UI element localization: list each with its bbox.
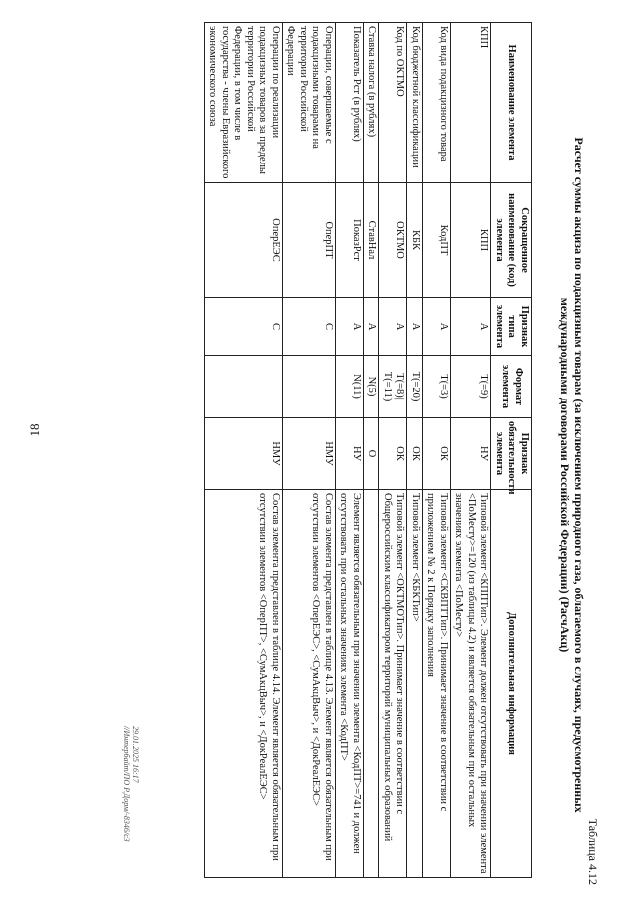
table-row — [379, 23, 407, 878]
cell-info: Типовой элемент <СКВПТТип>. Принимает значение в соответствии с приложением № 2 к Порядку заполнения — [423, 490, 451, 878]
cell-required: НМУ — [283, 418, 336, 490]
column-header: Дополнительная информация — [491, 490, 532, 878]
cell-format — [283, 356, 336, 418]
cell-info: Элемент является обязательным при значении элемента <КодПТ>=741 и должен отсутствовать при остальных значениях элемента <КодПТ> — [336, 490, 364, 878]
cell-info: Типовой элемент <КППТип>. Элемент должен отсутствовать при значении элемента <ПоМесту>=120 (из таблицы 4.2) и является обязательным при остальных значениях элемента <ПоМесту> — [451, 490, 492, 878]
rotated-page — [80, 0, 600, 905]
cell-name: Код вида подакцизного товара — [423, 23, 451, 183]
column-header: Признак типа элемента — [491, 298, 532, 356]
cell-info — [364, 490, 380, 878]
table-row — [407, 23, 423, 878]
stamp-line: 29.01.2025 16:17 — [131, 726, 140, 783]
cell-name: Показатель Рст (в рублях) — [336, 23, 364, 183]
cell-required: ОК — [423, 418, 451, 490]
cell-format: Т(=9) — [451, 356, 492, 418]
cell-format — [205, 356, 283, 418]
cell-info: Типовой элемент <ОКТМОТип>. Принимает значение в соответствии с Общероссийским классификатором территорий муниципальных образований — [379, 490, 407, 878]
table-title: Расчет суммы акциза по подакцизным товарам (за исключением природного газа, облагаемого в случаях, предусмотренных международными договорами Российской Федерации) (РасчАкц) — [558, 137, 586, 813]
table-row — [205, 23, 283, 878]
cell-type: С — [205, 298, 283, 356]
column-header: Формат элемента — [491, 356, 532, 418]
cell-info: Типовой элемент <КБКТип> — [407, 490, 423, 878]
cell-type: А — [364, 298, 380, 356]
cell-required: ОК — [407, 418, 423, 490]
cell-type: А — [423, 298, 451, 356]
cell-code: СтавНал — [364, 183, 380, 298]
cell-name: Код по ОКТМО — [379, 23, 407, 183]
cell-format: N(5) — [364, 356, 380, 418]
cell-type: А — [451, 298, 492, 356]
cell-info: Состав элемента представлен в таблице 4.14. Элемент является обязательным при отсутствии элементов <ОперПТ>, <СумАкцВыч>, и <ДокРеалЕЭС> — [205, 490, 283, 878]
table-label: Таблица 4.12 — [586, 818, 600, 885]
column-header: Наименование элемента — [491, 23, 532, 183]
cell-name: Код бюджетной классификации — [407, 23, 423, 183]
cell-name: Ставка налога (в рублях) — [364, 23, 380, 183]
table-row — [364, 23, 380, 878]
cell-type: С — [283, 298, 336, 356]
cell-required: НМУ — [205, 418, 283, 490]
cell-required: ОК — [379, 418, 407, 490]
cell-info: Состав элемента представлен в таблице 4.13. Элемент является обязательным при отсутствии элементов <ОперЕЭС>, <СумАкцВыч>, и <ДокРеалЕЭС> — [283, 490, 336, 878]
cell-required: О — [364, 418, 380, 490]
column-header: Признак обязательности элемента — [491, 418, 532, 490]
print-stamp — [122, 726, 140, 842]
cell-code: КПП — [451, 183, 492, 298]
cell-type: А — [407, 298, 423, 356]
cell-format: Т(=3) — [423, 356, 451, 418]
cell-code: КодПТ — [423, 183, 451, 298]
cell-name: Операции, совершаемые с подакцизными товарами на территории Российской Федерации — [283, 23, 336, 183]
cell-code: ОперПТ — [283, 183, 336, 298]
cell-code: ОперЕЭС — [205, 183, 283, 298]
table-row — [451, 23, 492, 878]
page-number: 18 — [27, 423, 42, 437]
cell-required: НУ — [336, 418, 364, 490]
cell-name: КПП — [451, 23, 492, 183]
cell-code: ОКТМО — [379, 183, 407, 298]
cell-format: Т(=20) — [407, 356, 423, 418]
cell-code: КБК — [407, 183, 423, 298]
stamp-line: //Интербайт/ПО Р.Дорм/-8346/с3 — [122, 726, 131, 842]
cell-name: Операции по реализации подакцизных товаров за пределы территории Российской Федерации, в том числе в государства - члены Евразийского экономического союза — [205, 23, 283, 183]
elements-table — [204, 22, 532, 878]
cell-format: N(11) — [336, 356, 364, 418]
table-row — [283, 23, 336, 878]
cell-format: T(=8)| T(=11) — [379, 356, 407, 418]
cell-code: ПоказРст — [336, 183, 364, 298]
table-header-row — [491, 23, 532, 878]
table-row — [423, 23, 451, 878]
cell-required: НУ — [451, 418, 492, 490]
cell-type: А — [336, 298, 364, 356]
table-row — [336, 23, 364, 878]
column-header: Сокращенное наименование (код) элемента — [491, 183, 532, 298]
cell-type: А — [379, 298, 407, 356]
